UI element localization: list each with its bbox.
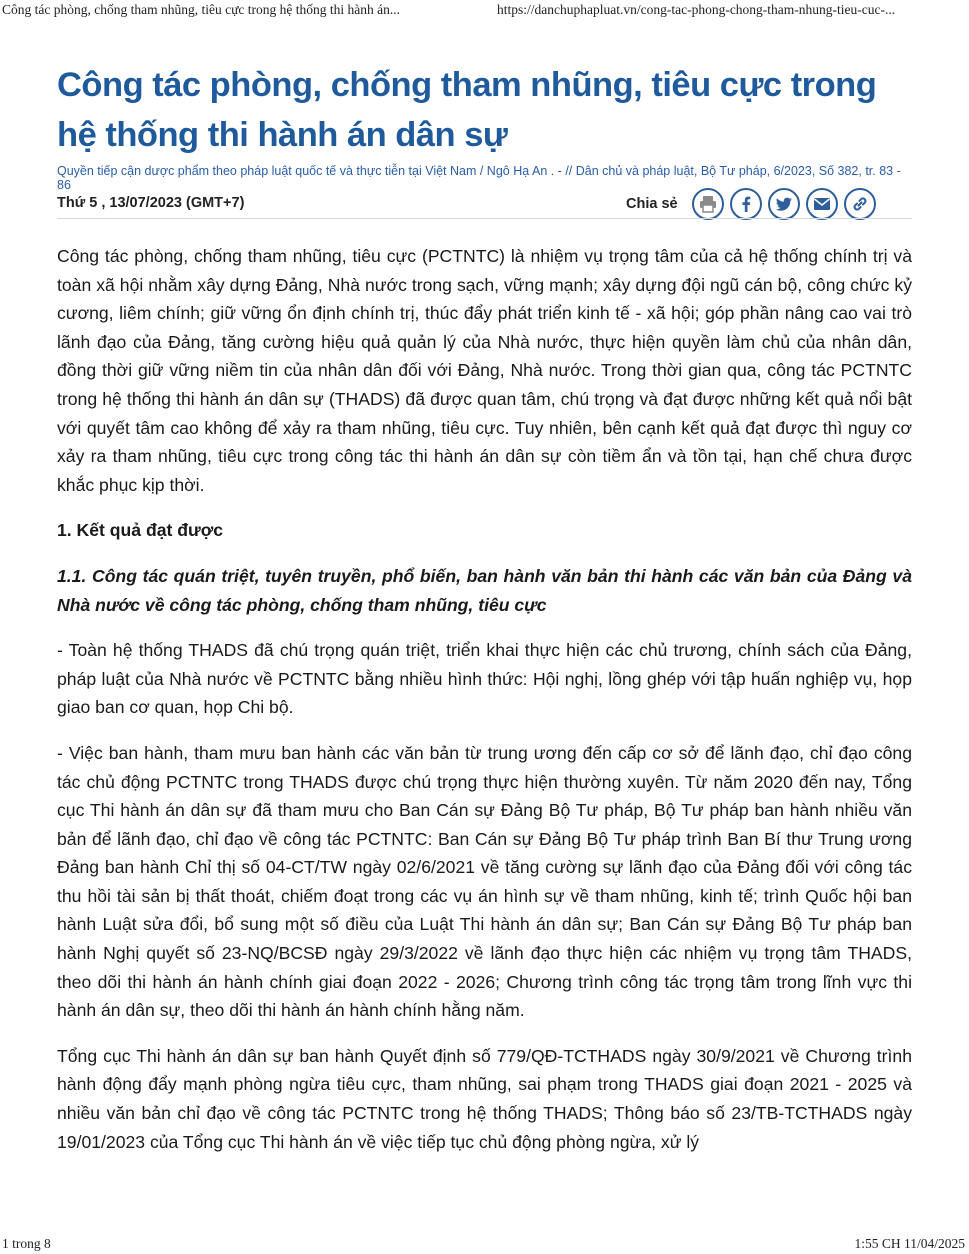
facebook-icon[interactable]: [730, 188, 762, 220]
print-footer: [0, 1234, 969, 1254]
body-paragraph: - Việc ban hành, tham mưu ban hành các văn bản từ trung ương đến cấp cơ sở để lãnh đạo, chỉ đạo công tác chủ động PCTNTC trong THADS được chú trọng thực hiện thường xuyên. Từ năm 2020 đến nay, Tổng cục Thi hành án dân sự đã tham mưu cho Ban Cán sự Đảng Bộ Tư pháp, Bộ Tư pháp ban hành nhiều văn bản để lãnh đạo, chỉ đạo về công tác PCTNTC: Ban Cán sự Đảng Bộ Tư pháp trình Ban Bí thư Trung ương Đảng ban hành Chỉ thị số 04-CT/TW ngày 02/6/2021 về tăng cường sự lãnh đạo của Đảng đối với công tác thu hồi tài sản bị thất thoát, chiếm đoạt trong các vụ án hình sự về tham nhũng, kinh tế; trình Quốc hội ban hành Luật sửa đổi, bổ sung một số điều của Luật Thi hành án dân sự; Ban Cán sự Đảng Bộ Tư pháp ban hành Nghị quyết số 23-NQ/BCSĐ ngày 29/3/2022 về lãnh đạo thực hiện các nhiệm vụ trọng tâm THADS, theo dõi thi hành án hành chính giai đoạn 2022 - 2026; Chương trình công tác trọng tâm trong lĩnh vực thi hành án dân sự, theo dõi thi hành án hành chính hằng năm.: [57, 742, 912, 1021]
article-meta: [57, 194, 912, 234]
body-paragraph: Tổng cục Thi hành án dân sự ban hành Quyết định số 779/QĐ-TCTHADS ngày 30/9/2021 về Chương trình hành động đẩy mạnh phòng ngừa tiêu cực, tham nhũng, sai phạm trong THADS giai đoạn 2021 - 2025 và nhiều văn bản chỉ đạo về công tác PCTNTC trong hệ thống THADS; Thông báo số 23/TB-TCTHADS ngày 19/01/2023 của Tổng cục Thi hành án về việc tiếp tục chủ động phòng ngừa, xử lý: [57, 1045, 912, 1152]
section-heading: 1. Kết quả đạt được: [57, 520, 224, 541]
twitter-icon[interactable]: [768, 188, 800, 220]
share-label: Chia sẻ: [626, 196, 678, 212]
article: [57, 60, 912, 1173]
print-page-title: Công tác phòng, chống tham nhũng, tiêu cực trong hệ thống thi hành án...: [2, 2, 400, 17]
article-body: [57, 242, 912, 1156]
body-paragraph: - Toàn hệ thống THADS đã chú trọng quán triệt, triển khai thực hiện các chủ trương, chính sách của Đảng, pháp luật của Nhà nước về PCTNTC bằng nhiều hình thức: Hội nghị, lồng ghép với tập huấn nghiệp vụ, họp giao ban cơ quan, họp Chi bộ.: [57, 640, 912, 718]
email-icon[interactable]: [806, 188, 838, 220]
print-timestamp: 1:55 CH 11/04/2025: [854, 1236, 965, 1251]
link-icon[interactable]: [844, 188, 876, 220]
print-url[interactable]: https://danchuphapluat.vn/cong-tac-phong-chong-tham-nhung-tieu-cuc-...: [497, 2, 896, 17]
article-date: Thứ 5 , 13/07/2023 (GMT+7): [57, 195, 245, 211]
page-number: 1 trong 8: [2, 1236, 51, 1251]
body-paragraph: Công tác phòng, chống tham nhũng, tiêu cực (PCTNTC) là nhiệm vụ trọng tâm của cả hệ thống chính trị và toàn xã hội nhằm xây dựng Đảng, Nhà nước trong sạch, vững mạnh; xây dựng đội ngũ cán bộ, công chức kỷ cương, liêm chính; giữ vững ổn định chính trị, thúc đẩy phát triển kinh tế - xã hội; góp phần nâng cao vai trò lãnh đạo của Đảng, tăng cường hiệu quả quản lý của Nhà nước, thực hiện quyền làm chủ của nhân dân, đồng thời giữ vững niềm tin của nhân dân đối với Đảng, Nhà nước. Trong thời gian qua, công tác PCTNTC trong hệ thống thi hành án dân sự (THADS) đã được quan tâm, chú trọng và đạt được những kết quả nổi bật với quyết tâm cao không để xảy ra tham nhũng, tiêu cực. Tuy nhiên, bên cạnh kết quả đạt được thì nguy cơ xảy ra tham nhũng, tiêu cực trong công tác thi hành án dân sự còn tiềm ẩn và tồn tại, hạn chế chưa được khắc phục kịp thời.: [57, 246, 912, 495]
meta-divider: [57, 218, 912, 219]
article-title: Công tác phòng, chống tham nhũng, tiêu cực trong hệ thống thi hành án dân sự: [57, 66, 877, 154]
article-source[interactable]: Quyền tiếp cận dược phẩm theo pháp luật quốc tế và thực tiễn tại Việt Nam / Ngô Hạ An . - // Dân chủ và pháp luật, Bộ Tư pháp, 6/2023, Số 382, tr. 83 - 86: [57, 164, 901, 192]
print-header: [0, 0, 969, 24]
subsection-heading: 1.1. Công tác quán triệt, tuyên truyền, phổ biến, ban hành văn bản thi hành các văn bản của Đảng và Nhà nước về công tác phòng, chống tham nhũng, tiêu cực: [57, 565, 912, 615]
print-icon[interactable]: [692, 188, 724, 220]
